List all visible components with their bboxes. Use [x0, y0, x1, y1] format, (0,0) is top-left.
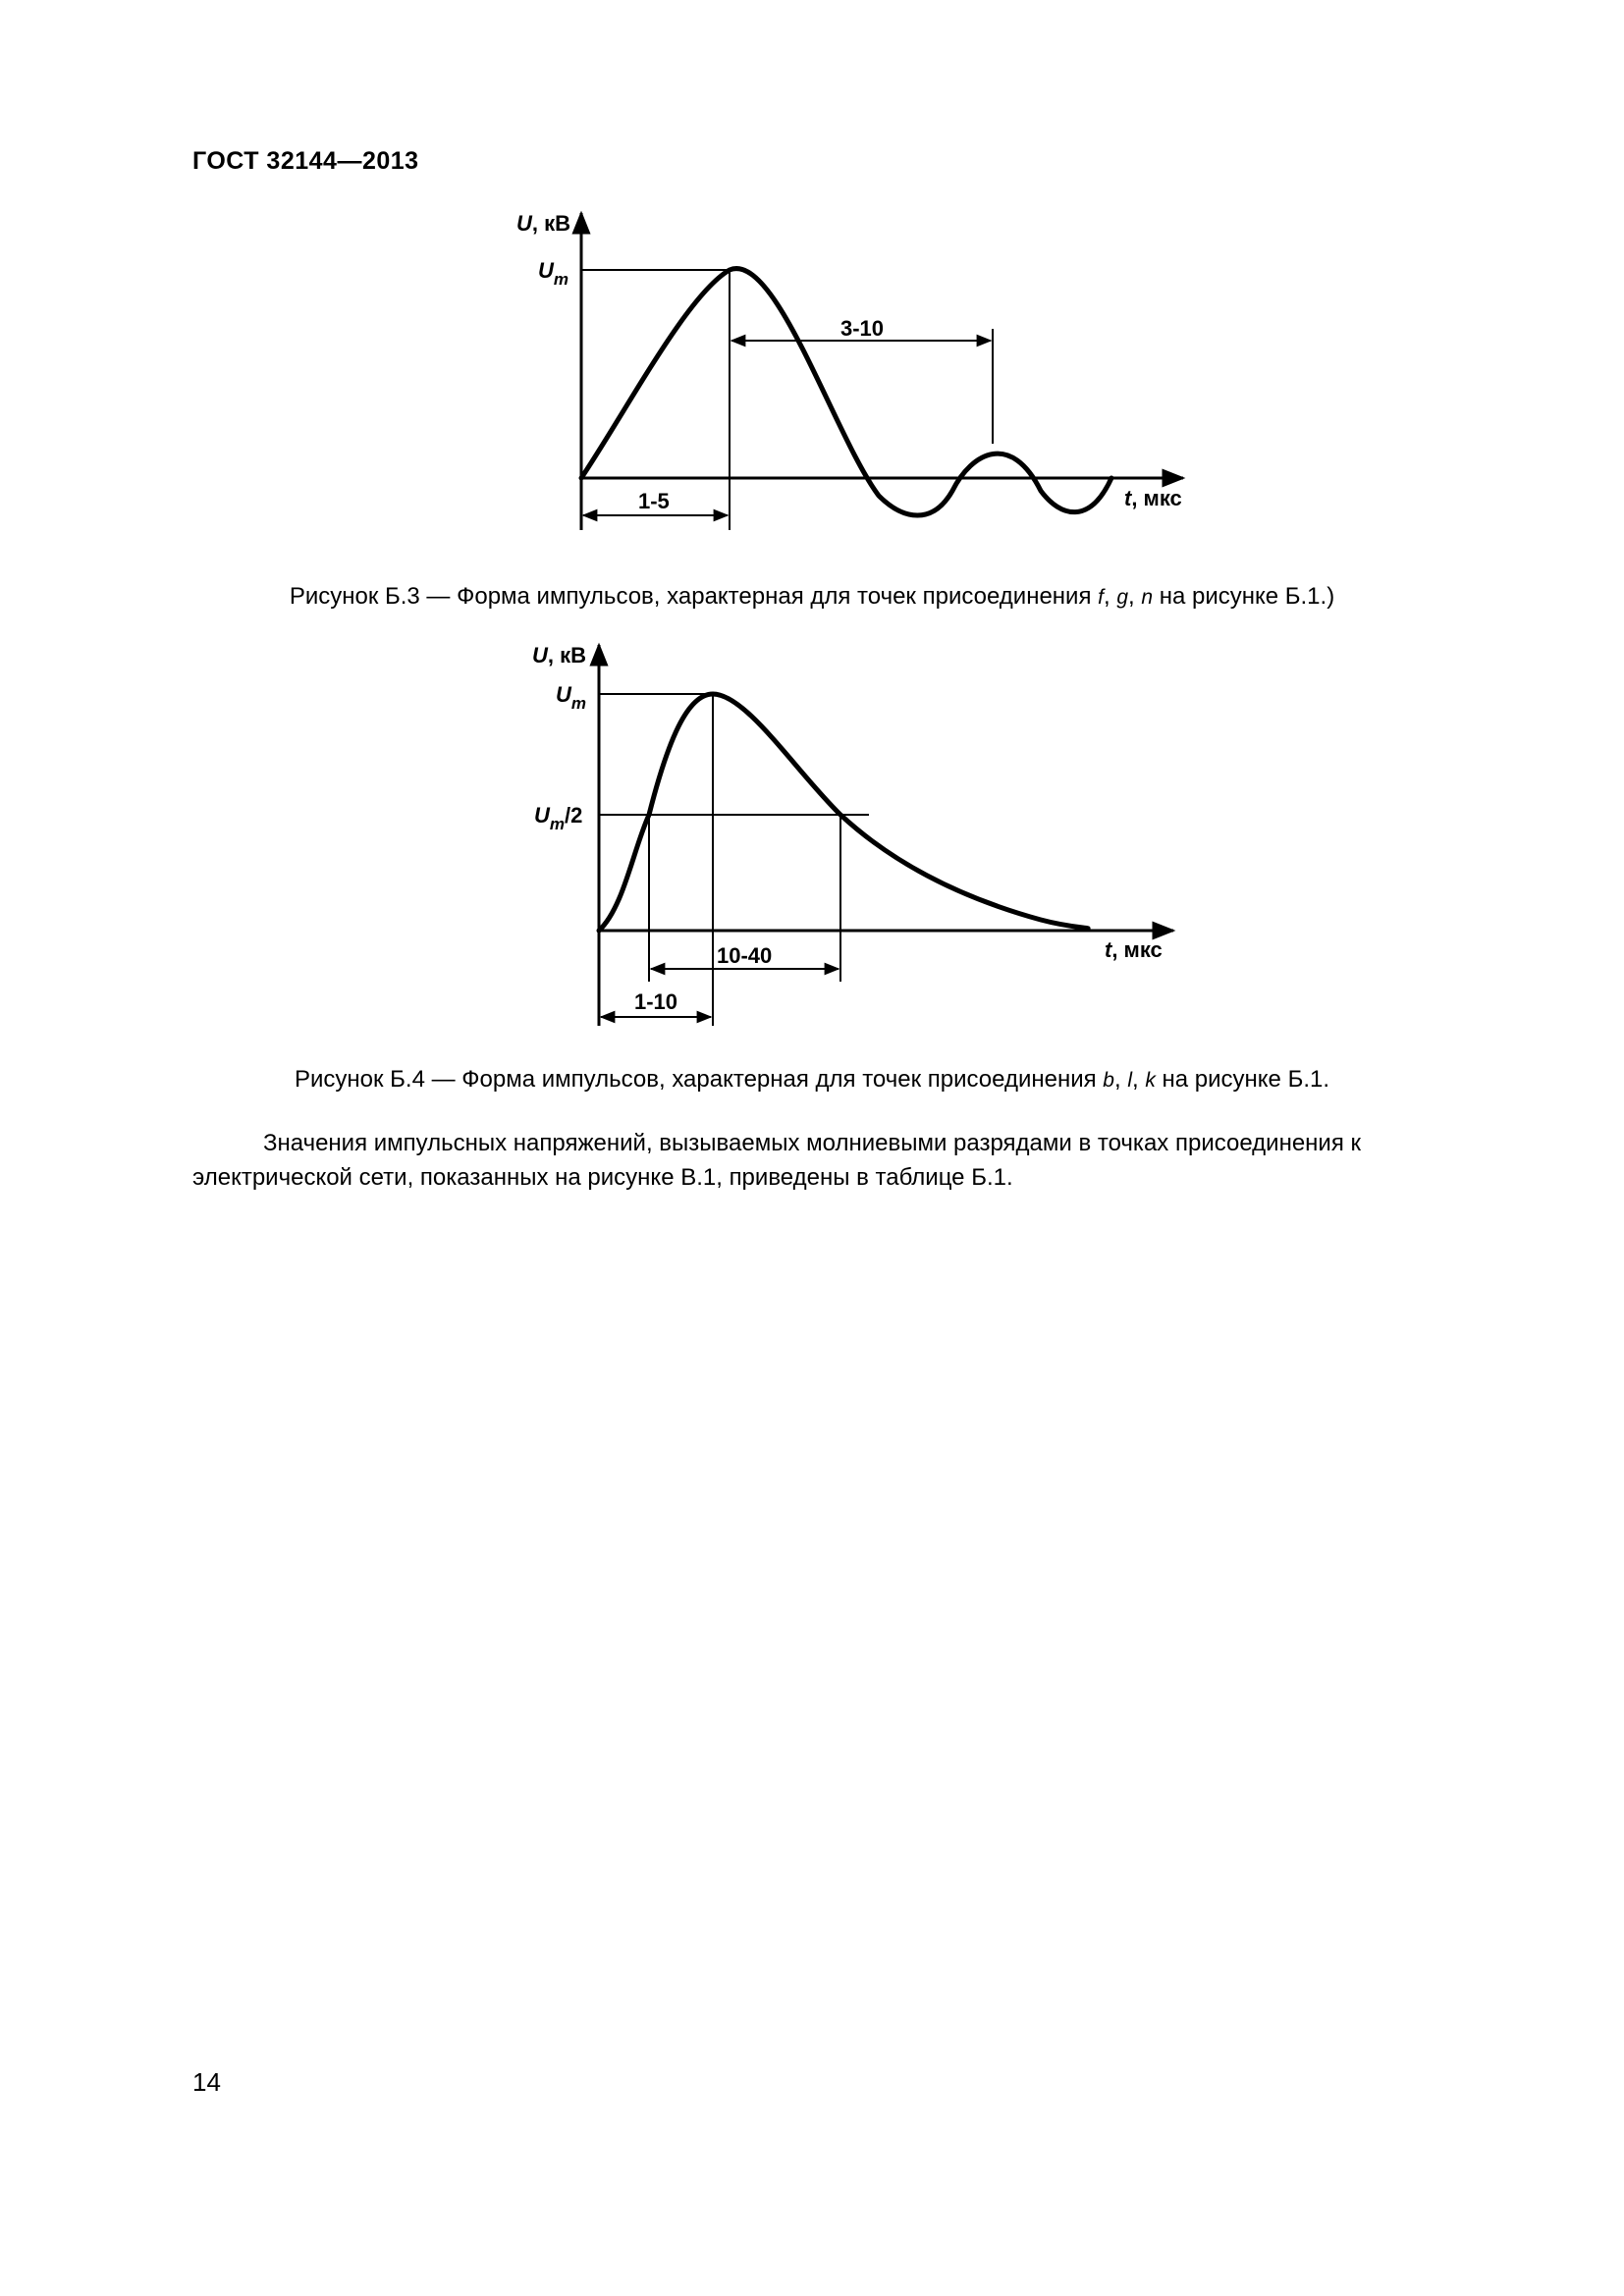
caption-b4-suffix: на рисунке Б.1. [1155, 1066, 1330, 1093]
figure-b3-svg [491, 201, 1218, 545]
b4-x-axis-label: t, мкс [1105, 937, 1163, 962]
b3-peak-label: $U_m$ [538, 258, 569, 289]
caption-b3-point-g: g [1116, 586, 1128, 609]
caption-b3-point-n: n [1141, 586, 1154, 609]
b4-waveform-curve [599, 694, 1088, 931]
caption-figure-b3: Рисунок Б.3 — Форма импульсов, характерная для точек присоединения f, g, n на рисунке Б.1.) [289, 583, 1335, 610]
document-header: ГОСТ 32144—2013 [192, 147, 419, 175]
figure-b4-svg [491, 633, 1218, 1036]
b4-interval-rise-label: 1-10 [634, 989, 678, 1014]
caption-b3-prefix: Рисунок Б.3 — Форма импульсов, характерная для точек присоединения [289, 583, 1099, 610]
caption-b4-prefix: Рисунок Б.4 — Форма импульсов, характерная для точек присоединения [294, 1066, 1104, 1093]
b4-interval-half-label: 10-40 [717, 943, 773, 968]
b3-x-axis-label: t, мкс [1124, 486, 1182, 510]
body-paragraph-text: Значения импульсных напряжений, вызываемых молниевыми разрядами в точках присоединения к электрической сети, показанных на рисунке В.1, приведены в таблице Б.1. [192, 1130, 1361, 1191]
caption-b3-point-f: f [1098, 586, 1104, 609]
b3-interval-rise-label: 1-5 [638, 489, 670, 513]
caption-figure-b4: Рисунок Б.4 — Форма импульсов, характерная для точек присоединения b, l, k на рисунке Б.1. [294, 1066, 1330, 1093]
b4-half-level-label: $U_m/2$ [534, 803, 583, 833]
b4-peak-label: $U_m$ [556, 682, 587, 713]
b4-y-axis-label: U, кВ [532, 643, 587, 667]
b3-interval-osc-label: 3-10 [840, 316, 885, 341]
b3-y-axis-label: U, кВ [516, 211, 571, 236]
caption-b4-point-k: k [1145, 1069, 1156, 1092]
figure-b4-aperiodic-impulse [491, 633, 1218, 1036]
caption-b3-suffix: на рисунке Б.1.) [1153, 583, 1335, 610]
caption-b4-point-b: b [1103, 1069, 1114, 1092]
page-number: 14 [192, 2067, 221, 2097]
body-paragraph [192, 1126, 1508, 1195]
figure-b3-oscillatory-impulse [491, 201, 1218, 545]
caption-b4-point-l: l [1127, 1069, 1132, 1092]
